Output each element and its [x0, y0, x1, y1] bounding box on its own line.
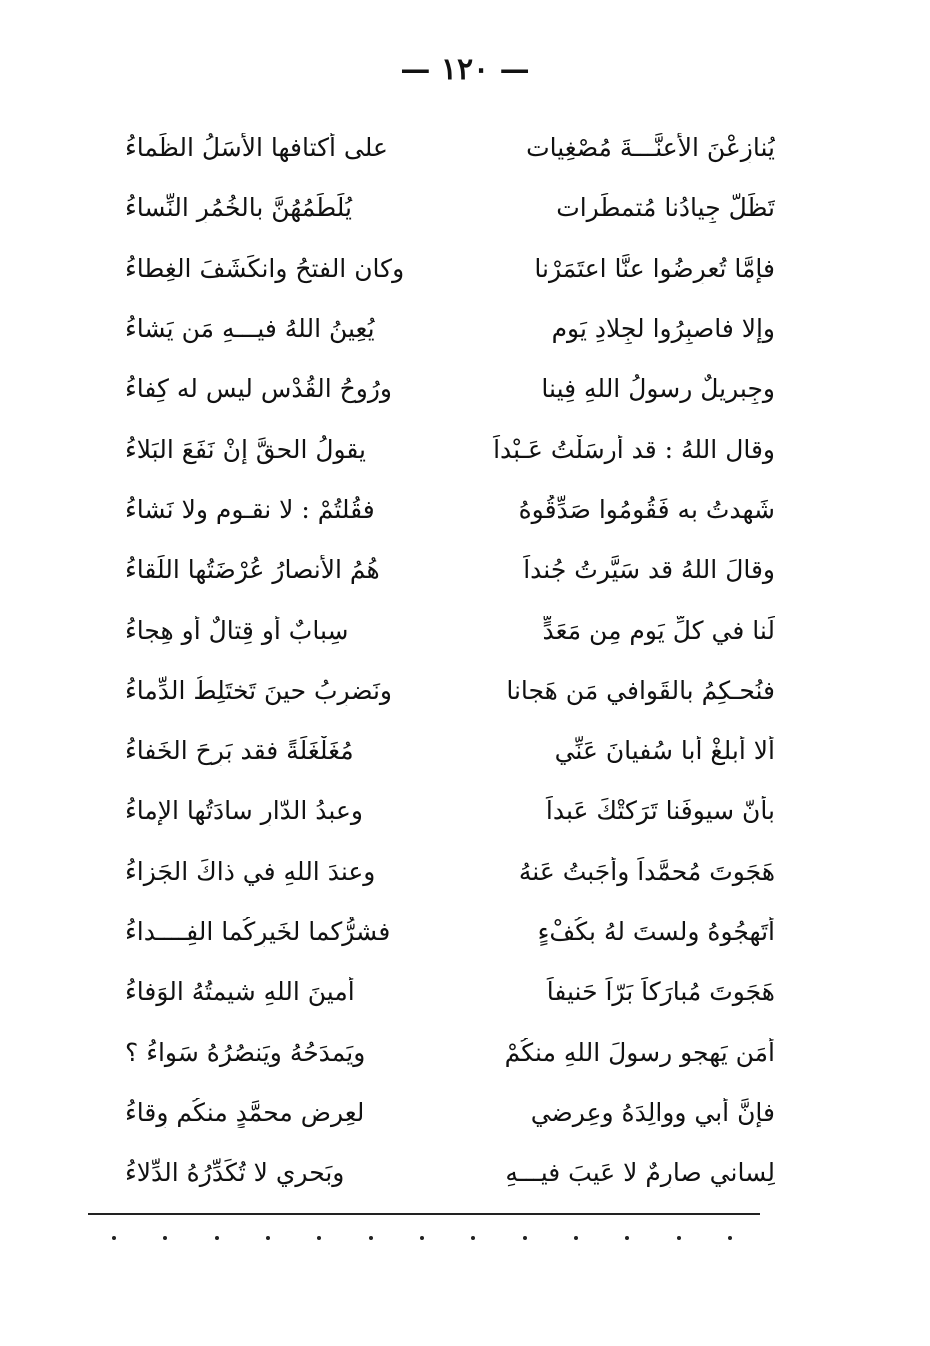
- first-hemistich: فإمَّا تُعرِضُوا عنَّا اعتَمَرْنا: [534, 253, 775, 283]
- second-hemistich: فشرُّكما لخَيرِكُما الفِــــداءُ: [125, 917, 391, 946]
- ornament-dot: [266, 1236, 270, 1240]
- ornament-dot: [574, 1236, 578, 1240]
- first-hemistich: وجِبريلٌ رسولُ اللهِ فِينا: [541, 374, 775, 404]
- verse-line: [125, 239, 775, 299]
- second-hemistich: سِبابٌ أو قِتالٌ أو هِجاءُ: [125, 615, 349, 645]
- ornament-dot: [215, 1236, 219, 1240]
- first-hemistich: وقال اللهُ : قد أرسَلْتُ عَـبْداً: [493, 434, 775, 464]
- first-hemistich: بأنّ سيوفَنا تَرَكتْكَ عَبداً: [545, 796, 775, 826]
- second-hemistich: وعبدُ الدّارِ سادَتُها الإماءُ: [125, 796, 363, 826]
- second-hemistich: وعندَ اللهِ في ذاكَ الجَزاءُ: [125, 856, 376, 886]
- ornament-dot: [728, 1236, 732, 1240]
- verse-line: [125, 540, 775, 600]
- ornament-dot: [471, 1236, 475, 1240]
- second-hemistich: فقُلتُمْ : لا نقـوم ولا نَشاءُ: [125, 494, 375, 524]
- ornament-dot: [317, 1236, 321, 1240]
- ornament-dot: [420, 1236, 424, 1240]
- second-hemistich: ونَضرِبُ حينَ تَختَلِطُ الدِّماءُ: [125, 675, 393, 705]
- second-hemistich: على أكتافها الأَسَلُ الظِّماءُ: [125, 133, 388, 163]
- first-hemistich: لَنا في كلِّ يَومٍ مِن مَعَدٍّ: [542, 615, 775, 645]
- ornament-dot: [677, 1236, 681, 1240]
- first-hemistich: فإنَّ أبي ووالِدَهُ وعِرضي: [530, 1097, 775, 1127]
- second-hemistich: هُمُ الأنصارُ عُرْضَتُها اللِّقاءُ: [125, 555, 380, 585]
- first-hemistich: يُنازِعْنَ الأعنَّـــةَ مُصْغِيات: [526, 133, 775, 163]
- second-hemistich: مُغَلْغَلَةً فقد بَرِحَ الخَفاءُ: [125, 736, 354, 766]
- verse-line: [125, 661, 775, 721]
- ornament-dot: [369, 1236, 373, 1240]
- second-hemistich: لعِرضِ محمَّدٍ منكُم وِقاءُ: [125, 1097, 365, 1127]
- ornament-dot: [625, 1236, 629, 1240]
- first-hemistich: هَجَوتَ مُحمَّداً وأجَبتُ عَنهُ: [518, 856, 775, 886]
- second-hemistich: أمينَ اللهِ شيمتُهُ الوَفاءُ: [125, 977, 355, 1007]
- verse-line: [125, 721, 775, 781]
- second-hemistich: يُعِينُ اللهُ فيـــهِ مَن يَشاءُ: [125, 314, 375, 344]
- second-hemistich: وبَحري لا تُكَدِّرُهُ الدِّلاءُ: [125, 1158, 345, 1188]
- verse-line: [125, 902, 775, 962]
- verse-line: [125, 178, 775, 238]
- verse-line: [125, 781, 775, 841]
- first-hemistich: تَظَلُّ جِيادُنا مُتمطِّرات: [556, 193, 775, 223]
- first-hemistich: أمَن يَهجو رسولَ اللهِ منكُمْ: [504, 1037, 775, 1067]
- verse-line: [125, 1083, 775, 1143]
- poem-body: [125, 118, 775, 1203]
- verse-line: [125, 480, 775, 540]
- verse-line: [125, 1022, 775, 1082]
- verse-line: [125, 1143, 775, 1203]
- first-hemistich: شَهِدتُ به فَقُومُوا صَدِّقُوهُ: [518, 494, 775, 524]
- ornament-dot: [112, 1236, 116, 1240]
- first-hemistich: وقالَ اللهُ قد سَيَّرتُ جُنداً: [523, 555, 775, 585]
- second-hemistich: يقولُ الحقَّ إنْ نَفَعَ البَلاءُ: [125, 434, 367, 464]
- first-hemistich: فنُحـكِمُ بالقَوافي مَن هَجانا: [506, 675, 775, 705]
- ornament-dot: [163, 1236, 167, 1240]
- first-hemistich: أتَهجُوهُ ولستَ لهُ بكُفْءٍ: [537, 917, 775, 946]
- verse-line: [125, 359, 775, 419]
- ornament-dot: [523, 1236, 527, 1240]
- verse-line: [125, 962, 775, 1022]
- second-hemistich: وكان الفتحُ وانكَشَفَ الغِطاءُ: [125, 253, 405, 283]
- page-number: — ١٢٠ —: [400, 52, 530, 87]
- first-hemistich: وإلا فاصبِرُوا لجِلادِ يَومٍ: [551, 314, 775, 344]
- second-hemistich: يُلَطِّمُهُنَّ بالخُمُرِ النِّساءُ: [125, 193, 353, 223]
- verse-line: [125, 842, 775, 902]
- verse-line: [125, 600, 775, 660]
- verse-line: [125, 419, 775, 479]
- verse-line: [125, 118, 775, 178]
- first-hemistich: لِساني صارِمٌ لا عَيبَ فيـــهِ: [505, 1158, 775, 1188]
- first-hemistich: ألا أبلغْ أبا سُفيانَ عَنِّي: [554, 736, 775, 766]
- verse-line: [125, 299, 775, 359]
- second-hemistich: ويَمدَحُهُ ويَنصُرُهُ سَواءُ ؟: [125, 1037, 366, 1067]
- first-hemistich: هَجَوتَ مُبارَكاً بَرّاً حَنيفاً: [546, 977, 775, 1007]
- footer-dot-row: [112, 1236, 732, 1240]
- footer-rule: [88, 1213, 760, 1215]
- second-hemistich: ورُوحُ القُدْسِ ليس له كِفاءُ: [125, 374, 392, 404]
